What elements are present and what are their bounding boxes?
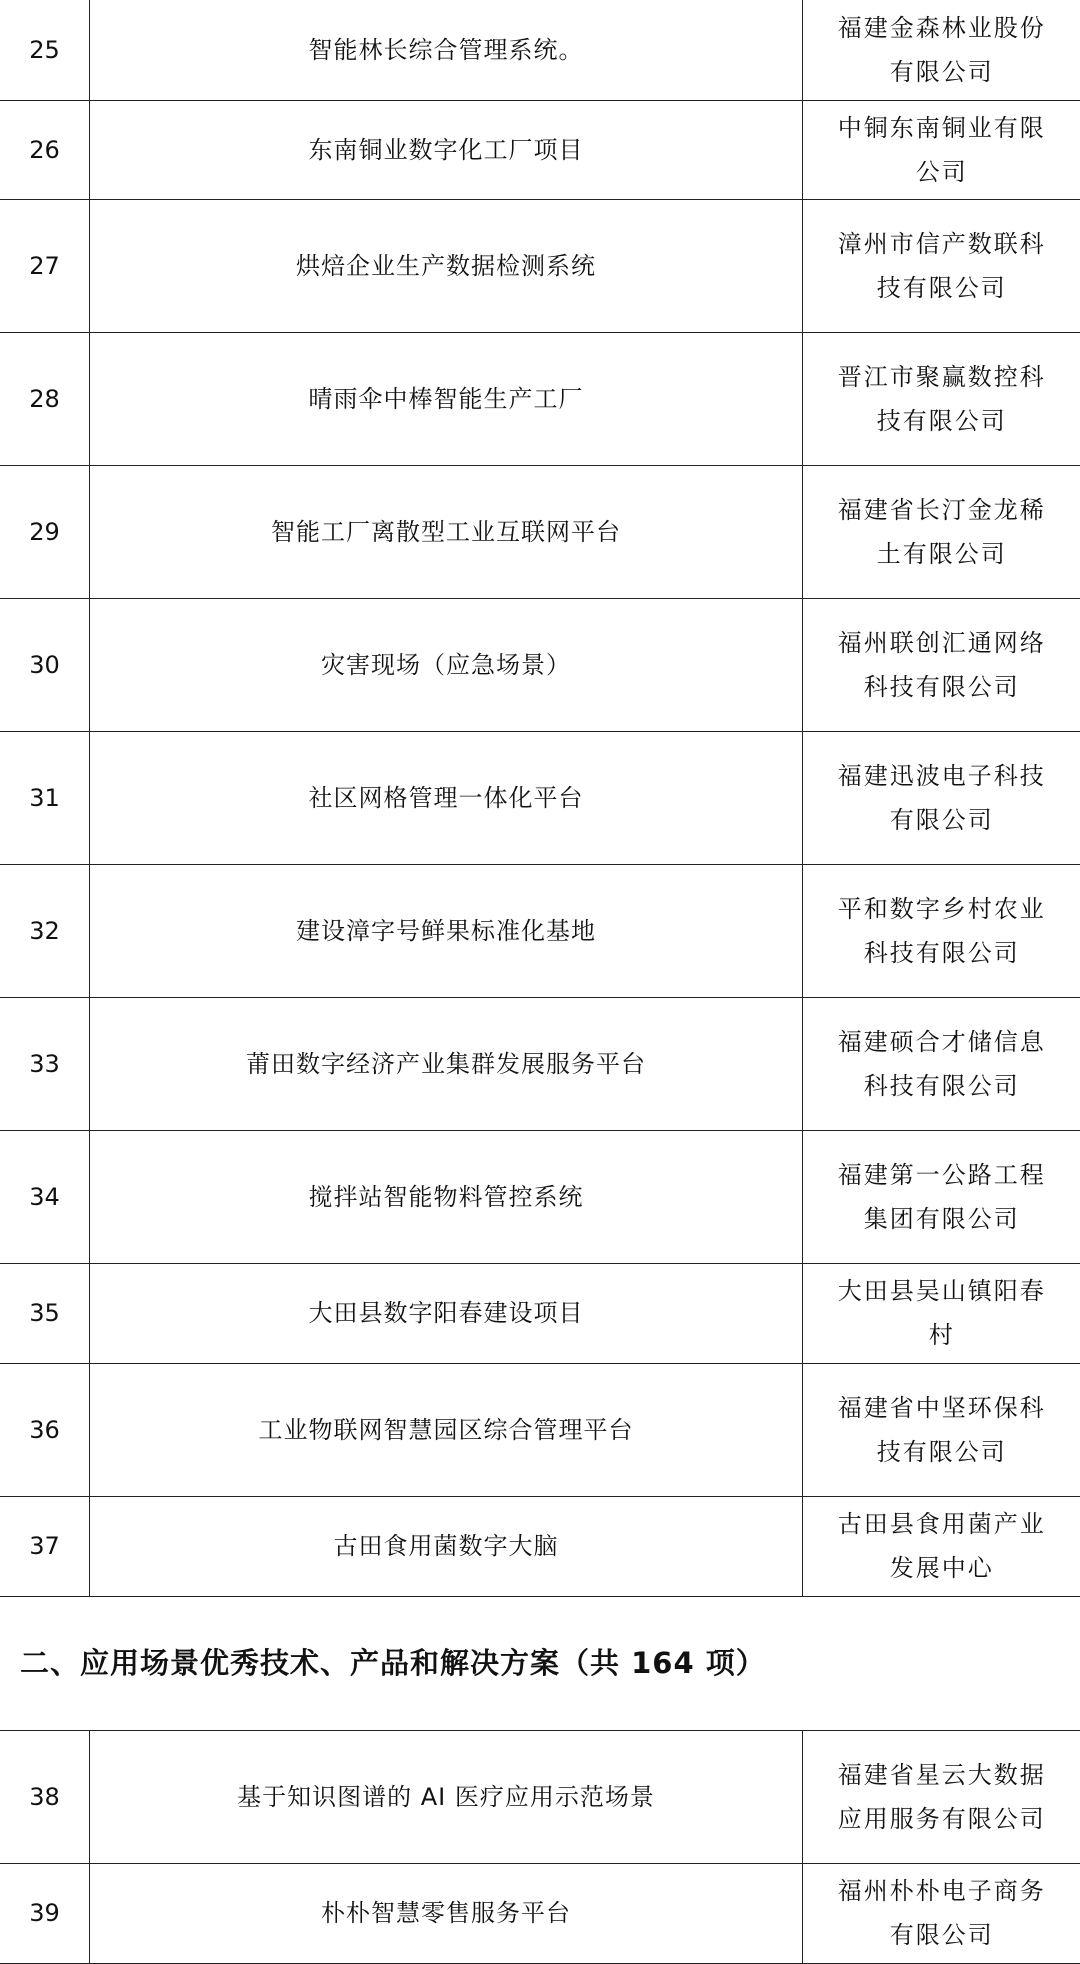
organization-line: 福建省长汀金龙稀 [811,488,1073,532]
row-number: 26 [0,100,90,199]
table-row [0,1363,1080,1496]
table-row [0,0,1080,100]
project-name: 晴雨伞中棒智能生产工厂 [90,332,803,465]
organization-line: 晋江市聚赢数控科 [811,355,1073,399]
organization-line: 福建省中坚环保科 [811,1386,1073,1430]
row-number: 29 [0,465,90,598]
organization-cell [803,0,1080,100]
organization-line: 平和数字乡村农业 [811,887,1073,931]
organization-line: 发展中心 [811,1546,1073,1590]
organization-line: 大田县吴山镇阳春 [811,1269,1073,1313]
organization-line: 有限公司 [811,1913,1073,1957]
organization-line: 福州朴朴电子商务 [811,1869,1073,1913]
table-row [0,731,1080,864]
organization-line: 古田县食用菌产业 [811,1502,1073,1546]
project-name: 智能工厂离散型工业互联网平台 [90,465,803,598]
section-heading-row [0,1596,1080,1730]
organization-cell [803,1363,1080,1496]
organization-line: 技有限公司 [811,266,1073,310]
project-name: 社区网格管理一体化平台 [90,731,803,864]
project-name: 大田县数字阳春建设项目 [90,1263,803,1363]
project-name: 基于知识图谱的 AI 医疗应用示范场景 [90,1730,803,1863]
organization-line: 福建硕合才储信息 [811,1020,1073,1064]
organization-line: 科技有限公司 [811,665,1073,709]
organization-cell [803,1263,1080,1363]
table-row [0,332,1080,465]
row-number: 37 [0,1496,90,1596]
organization-cell [803,100,1080,199]
project-name: 朴朴智慧零售服务平台 [90,1863,803,1963]
table-row [0,465,1080,598]
organization-cell [803,864,1080,997]
project-name: 工业物联网智慧园区综合管理平台 [90,1363,803,1496]
row-number: 38 [0,1730,90,1863]
project-name: 智能林长综合管理系统。 [90,0,803,100]
project-name: 莆田数字经济产业集群发展服务平台 [90,997,803,1130]
organization-line: 技有限公司 [811,399,1073,443]
organization-cell [803,1130,1080,1263]
organization-line: 福建省星云大数据 [811,1753,1073,1797]
table-row [0,1863,1080,1963]
row-number: 33 [0,997,90,1130]
row-number: 31 [0,731,90,864]
organization-cell [803,332,1080,465]
table-row [0,1263,1080,1363]
row-number: 34 [0,1130,90,1263]
organization-line: 福建第一公路工程 [811,1153,1073,1197]
organization-cell [803,199,1080,332]
row-number: 30 [0,598,90,731]
row-number: 27 [0,199,90,332]
row-number: 32 [0,864,90,997]
project-name: 东南铜业数字化工厂项目 [90,100,803,199]
table-row [0,1730,1080,1863]
organization-line: 科技有限公司 [811,1064,1073,1108]
organization-line: 中铜东南铜业有限 [811,106,1073,150]
project-name: 古田食用菌数字大脑 [90,1496,803,1596]
organization-line: 村 [811,1313,1073,1357]
organization-line: 应用服务有限公司 [811,1797,1073,1841]
organization-cell [803,997,1080,1130]
row-number: 35 [0,1263,90,1363]
organization-cell [803,465,1080,598]
table-body-lower [0,1730,1080,1963]
section-heading: 二、应用场景优秀技术、产品和解决方案（共 164 项） [0,1596,1080,1730]
organization-line: 福建金森林业股份 [811,6,1073,50]
section-heading-body [0,1596,1080,1730]
project-name: 烘焙企业生产数据检测系统 [90,199,803,332]
row-number: 25 [0,0,90,100]
table-row [0,864,1080,997]
table-row [0,997,1080,1130]
organization-line: 集团有限公司 [811,1197,1073,1241]
table-row [0,100,1080,199]
table-row [0,598,1080,731]
organization-line: 科技有限公司 [811,931,1073,975]
row-number: 39 [0,1863,90,1963]
project-name: 建设漳字号鲜果标准化基地 [90,864,803,997]
organization-line: 土有限公司 [811,532,1073,576]
organization-line: 技有限公司 [811,1430,1073,1474]
organization-line: 福建迅波电子科技 [811,754,1073,798]
organization-line: 有限公司 [811,50,1073,94]
project-name: 搅拌站智能物料管控系统 [90,1130,803,1263]
organization-cell [803,731,1080,864]
organization-cell [803,1496,1080,1596]
organization-line: 有限公司 [811,798,1073,842]
row-number: 28 [0,332,90,465]
organization-cell [803,1863,1080,1963]
project-name: 灾害现场（应急场景） [90,598,803,731]
row-number: 36 [0,1363,90,1496]
organization-cell [803,598,1080,731]
table-row [0,199,1080,332]
table-row [0,1496,1080,1596]
organization-line: 福州联创汇通网络 [811,621,1073,665]
organization-cell [803,1730,1080,1863]
organization-line: 公司 [811,150,1073,194]
organization-line: 漳州市信产数联科 [811,222,1073,266]
table-row [0,1130,1080,1263]
